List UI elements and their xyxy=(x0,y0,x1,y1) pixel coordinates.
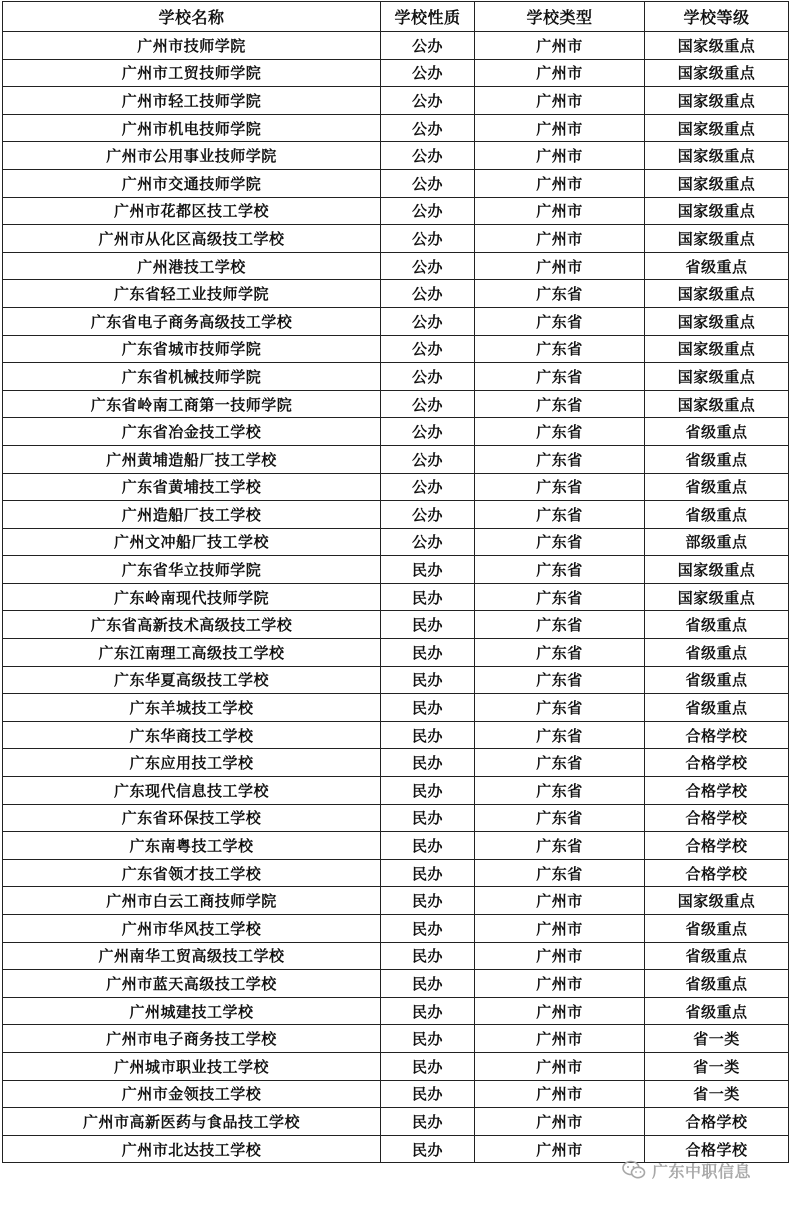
cell-school-type: 广州市 xyxy=(475,87,645,115)
cell-school-level: 国家级重点 xyxy=(645,169,789,197)
cell-school-type: 广东省 xyxy=(475,501,645,529)
cell-school-nature: 公办 xyxy=(381,528,475,556)
table-row xyxy=(3,749,789,777)
cell-school-name: 广东省轻工业技师学院 xyxy=(3,280,381,308)
cell-school-nature: 公办 xyxy=(381,363,475,391)
cell-school-type: 广东省 xyxy=(475,418,645,446)
table-row xyxy=(3,473,789,501)
cell-school-nature: 民办 xyxy=(381,859,475,887)
cell-school-level: 国家级重点 xyxy=(645,556,789,584)
cell-school-nature: 公办 xyxy=(381,280,475,308)
cell-school-level: 国家级重点 xyxy=(645,335,789,363)
cell-school-level: 合格学校 xyxy=(645,721,789,749)
cell-school-nature: 民办 xyxy=(381,970,475,998)
cell-school-name: 广州文冲船厂技工学校 xyxy=(3,528,381,556)
cell-school-name: 广州市花都区技工学校 xyxy=(3,197,381,225)
cell-school-level: 国家级重点 xyxy=(645,114,789,142)
cell-school-name: 广东华夏高级技工学校 xyxy=(3,666,381,694)
cell-school-level: 合格学校 xyxy=(645,749,789,777)
table-row xyxy=(3,1052,789,1080)
cell-school-nature: 公办 xyxy=(381,197,475,225)
cell-school-name: 广州黄埔造船厂技工学校 xyxy=(3,445,381,473)
cell-school-name: 广州市华风技工学校 xyxy=(3,915,381,943)
cell-school-type: 广东省 xyxy=(475,859,645,887)
cell-school-name: 广东羊城技工学校 xyxy=(3,694,381,722)
table-row xyxy=(3,32,789,60)
cell-school-level: 省级重点 xyxy=(645,970,789,998)
cell-school-level: 省级重点 xyxy=(645,418,789,446)
cell-school-nature: 民办 xyxy=(381,997,475,1025)
cell-school-nature: 公办 xyxy=(381,418,475,446)
header-school-nature: 学校性质 xyxy=(381,2,475,32)
cell-school-name: 广州港技工学校 xyxy=(3,252,381,280)
cell-school-name: 广东江南理工高级技工学校 xyxy=(3,639,381,667)
cell-school-nature: 民办 xyxy=(381,1080,475,1108)
cell-school-type: 广东省 xyxy=(475,583,645,611)
cell-school-name: 广东省领才技工学校 xyxy=(3,859,381,887)
cell-school-name: 广州市高新医药与食品技工学校 xyxy=(3,1108,381,1136)
cell-school-level: 省级重点 xyxy=(645,611,789,639)
table-row xyxy=(3,1080,789,1108)
cell-school-type: 广州市 xyxy=(475,59,645,87)
cell-school-nature: 公办 xyxy=(381,87,475,115)
cell-school-nature: 民办 xyxy=(381,749,475,777)
cell-school-name: 广东华商技工学校 xyxy=(3,721,381,749)
cell-school-name: 广东省黄埔技工学校 xyxy=(3,473,381,501)
table-row xyxy=(3,501,789,529)
table-row xyxy=(3,611,789,639)
cell-school-level: 省级重点 xyxy=(645,501,789,529)
cell-school-type: 广州市 xyxy=(475,970,645,998)
table-row xyxy=(3,363,789,391)
cell-school-nature: 民办 xyxy=(381,804,475,832)
cell-school-level: 国家级重点 xyxy=(645,225,789,253)
cell-school-name: 广州市蓝天高级技工学校 xyxy=(3,970,381,998)
table-row xyxy=(3,997,789,1025)
cell-school-level: 省一类 xyxy=(645,1052,789,1080)
cell-school-type: 广州市 xyxy=(475,887,645,915)
schools-table xyxy=(2,1,789,1163)
cell-school-type: 广东省 xyxy=(475,390,645,418)
cell-school-type: 广东省 xyxy=(475,307,645,335)
cell-school-nature: 民办 xyxy=(381,777,475,805)
table-row xyxy=(3,390,789,418)
header-school-name: 学校名称 xyxy=(3,2,381,32)
cell-school-nature: 民办 xyxy=(381,942,475,970)
watermark-text: 广东中职信息 xyxy=(652,1161,752,1181)
cell-school-type: 广州市 xyxy=(475,997,645,1025)
cell-school-name: 广州市机电技师学院 xyxy=(3,114,381,142)
wechat-icon xyxy=(622,1160,646,1180)
cell-school-nature: 民办 xyxy=(381,915,475,943)
table-row xyxy=(3,445,789,473)
cell-school-level: 省一类 xyxy=(645,1080,789,1108)
table-row xyxy=(3,225,789,253)
cell-school-type: 广州市 xyxy=(475,1025,645,1053)
cell-school-name: 广州市轻工技师学院 xyxy=(3,87,381,115)
table-row xyxy=(3,87,789,115)
cell-school-name: 广州市北达技工学校 xyxy=(3,1135,381,1163)
cell-school-type: 广州市 xyxy=(475,1135,645,1163)
cell-school-level: 省级重点 xyxy=(645,694,789,722)
cell-school-name: 广州南华工贸高级技工学校 xyxy=(3,942,381,970)
cell-school-level: 省级重点 xyxy=(645,997,789,1025)
cell-school-name: 广州市金领技工学校 xyxy=(3,1080,381,1108)
cell-school-level: 合格学校 xyxy=(645,1135,789,1163)
table-row xyxy=(3,114,789,142)
cell-school-nature: 民办 xyxy=(381,611,475,639)
cell-school-nature: 民办 xyxy=(381,694,475,722)
cell-school-name: 广东现代信息技工学校 xyxy=(3,777,381,805)
cell-school-name: 广州市白云工商技师学院 xyxy=(3,887,381,915)
cell-school-nature: 民办 xyxy=(381,1135,475,1163)
cell-school-type: 广州市 xyxy=(475,197,645,225)
cell-school-type: 广东省 xyxy=(475,556,645,584)
cell-school-level: 国家级重点 xyxy=(645,390,789,418)
cell-school-name: 广东南粤技工学校 xyxy=(3,832,381,860)
cell-school-nature: 民办 xyxy=(381,1052,475,1080)
cell-school-name: 广州市工贸技师学院 xyxy=(3,59,381,87)
table-row xyxy=(3,169,789,197)
cell-school-type: 广东省 xyxy=(475,832,645,860)
table-row xyxy=(3,59,789,87)
cell-school-nature: 民办 xyxy=(381,1108,475,1136)
cell-school-level: 国家级重点 xyxy=(645,307,789,335)
cell-school-type: 广州市 xyxy=(475,1080,645,1108)
cell-school-level: 国家级重点 xyxy=(645,59,789,87)
header-school-level: 学校等级 xyxy=(645,2,789,32)
cell-school-level: 省级重点 xyxy=(645,445,789,473)
cell-school-nature: 公办 xyxy=(381,445,475,473)
cell-school-level: 国家级重点 xyxy=(645,887,789,915)
cell-school-level: 合格学校 xyxy=(645,804,789,832)
cell-school-level: 部级重点 xyxy=(645,528,789,556)
cell-school-name: 广东省环保技工学校 xyxy=(3,804,381,832)
watermark xyxy=(622,1158,751,1182)
cell-school-nature: 公办 xyxy=(381,59,475,87)
cell-school-level: 国家级重点 xyxy=(645,197,789,225)
table-row xyxy=(3,1108,789,1136)
table-row xyxy=(3,804,789,832)
cell-school-type: 广东省 xyxy=(475,804,645,832)
cell-school-level: 省级重点 xyxy=(645,639,789,667)
cell-school-nature: 民办 xyxy=(381,832,475,860)
cell-school-name: 广州市技师学院 xyxy=(3,32,381,60)
cell-school-type: 广东省 xyxy=(475,473,645,501)
cell-school-name: 广东省高新技术高级技工学校 xyxy=(3,611,381,639)
cell-school-type: 广州市 xyxy=(475,1108,645,1136)
cell-school-nature: 民办 xyxy=(381,721,475,749)
cell-school-type: 广东省 xyxy=(475,721,645,749)
table-row xyxy=(3,583,789,611)
cell-school-type: 广州市 xyxy=(475,1052,645,1080)
cell-school-name: 广东省城市技师学院 xyxy=(3,335,381,363)
cell-school-level: 省级重点 xyxy=(645,252,789,280)
table-row xyxy=(3,777,789,805)
cell-school-name: 广州市电子商务技工学校 xyxy=(3,1025,381,1053)
cell-school-type: 广东省 xyxy=(475,694,645,722)
cell-school-name: 广州市公用事业技师学院 xyxy=(3,142,381,170)
cell-school-level: 省级重点 xyxy=(645,942,789,970)
cell-school-type: 广州市 xyxy=(475,114,645,142)
table-row xyxy=(3,666,789,694)
cell-school-nature: 公办 xyxy=(381,114,475,142)
cell-school-type: 广东省 xyxy=(475,666,645,694)
cell-school-type: 广东省 xyxy=(475,777,645,805)
cell-school-nature: 公办 xyxy=(381,501,475,529)
cell-school-level: 省一类 xyxy=(645,1025,789,1053)
header-school-type: 学校类型 xyxy=(475,2,645,32)
table-row xyxy=(3,252,789,280)
cell-school-nature: 民办 xyxy=(381,639,475,667)
cell-school-level: 国家级重点 xyxy=(645,142,789,170)
cell-school-nature: 公办 xyxy=(381,252,475,280)
cell-school-type: 广东省 xyxy=(475,445,645,473)
table-row xyxy=(3,142,789,170)
table-row xyxy=(3,556,789,584)
cell-school-nature: 公办 xyxy=(381,169,475,197)
cell-school-nature: 民办 xyxy=(381,583,475,611)
cell-school-level: 合格学校 xyxy=(645,832,789,860)
cell-school-nature: 公办 xyxy=(381,335,475,363)
cell-school-name: 广州造船厂技工学校 xyxy=(3,501,381,529)
cell-school-type: 广州市 xyxy=(475,142,645,170)
cell-school-nature: 民办 xyxy=(381,556,475,584)
cell-school-level: 国家级重点 xyxy=(645,87,789,115)
table-row xyxy=(3,887,789,915)
cell-school-type: 广州市 xyxy=(475,252,645,280)
cell-school-level: 国家级重点 xyxy=(645,32,789,60)
cell-school-name: 广州城建技工学校 xyxy=(3,997,381,1025)
cell-school-nature: 公办 xyxy=(381,307,475,335)
cell-school-type: 广东省 xyxy=(475,335,645,363)
cell-school-level: 省级重点 xyxy=(645,915,789,943)
cell-school-name: 广东省机械技师学院 xyxy=(3,363,381,391)
cell-school-name: 广州市交通技师学院 xyxy=(3,169,381,197)
cell-school-name: 广东岭南现代技师学院 xyxy=(3,583,381,611)
cell-school-name: 广东省电子商务高级技工学校 xyxy=(3,307,381,335)
cell-school-name: 广东省冶金技工学校 xyxy=(3,418,381,446)
cell-school-level: 合格学校 xyxy=(645,777,789,805)
cell-school-nature: 民办 xyxy=(381,1025,475,1053)
table-row xyxy=(3,694,789,722)
table-row xyxy=(3,307,789,335)
cell-school-type: 广州市 xyxy=(475,32,645,60)
table-row xyxy=(3,721,789,749)
table-row xyxy=(3,970,789,998)
cell-school-name: 广州城市职业技工学校 xyxy=(3,1052,381,1080)
cell-school-nature: 公办 xyxy=(381,390,475,418)
cell-school-name: 广东应用技工学校 xyxy=(3,749,381,777)
cell-school-type: 广东省 xyxy=(475,528,645,556)
cell-school-level: 国家级重点 xyxy=(645,363,789,391)
cell-school-level: 合格学校 xyxy=(645,859,789,887)
cell-school-type: 广东省 xyxy=(475,280,645,308)
cell-school-nature: 民办 xyxy=(381,887,475,915)
cell-school-level: 省级重点 xyxy=(645,473,789,501)
table-row xyxy=(3,915,789,943)
table-row xyxy=(3,832,789,860)
table-row xyxy=(3,859,789,887)
table-row xyxy=(3,280,789,308)
cell-school-name: 广州市从化区高级技工学校 xyxy=(3,225,381,253)
table-row xyxy=(3,335,789,363)
cell-school-nature: 民办 xyxy=(381,666,475,694)
cell-school-name: 广东省华立技师学院 xyxy=(3,556,381,584)
table-row xyxy=(3,1025,789,1053)
cell-school-nature: 公办 xyxy=(381,473,475,501)
cell-school-type: 广东省 xyxy=(475,749,645,777)
table-row xyxy=(3,639,789,667)
cell-school-type: 广东省 xyxy=(475,611,645,639)
cell-school-type: 广州市 xyxy=(475,915,645,943)
table-row xyxy=(3,942,789,970)
cell-school-level: 国家级重点 xyxy=(645,583,789,611)
cell-school-level: 省级重点 xyxy=(645,666,789,694)
table-row xyxy=(3,197,789,225)
cell-school-type: 广州市 xyxy=(475,942,645,970)
cell-school-name: 广东省岭南工商第一技师学院 xyxy=(3,390,381,418)
cell-school-type: 广东省 xyxy=(475,363,645,391)
cell-school-nature: 公办 xyxy=(381,225,475,253)
cell-school-type: 广州市 xyxy=(475,169,645,197)
cell-school-level: 国家级重点 xyxy=(645,280,789,308)
table-row xyxy=(3,418,789,446)
cell-school-level: 合格学校 xyxy=(645,1108,789,1136)
table-header-row xyxy=(3,2,789,32)
cell-school-nature: 公办 xyxy=(381,32,475,60)
cell-school-type: 广州市 xyxy=(475,225,645,253)
cell-school-type: 广东省 xyxy=(475,639,645,667)
cell-school-nature: 公办 xyxy=(381,142,475,170)
table-row xyxy=(3,528,789,556)
